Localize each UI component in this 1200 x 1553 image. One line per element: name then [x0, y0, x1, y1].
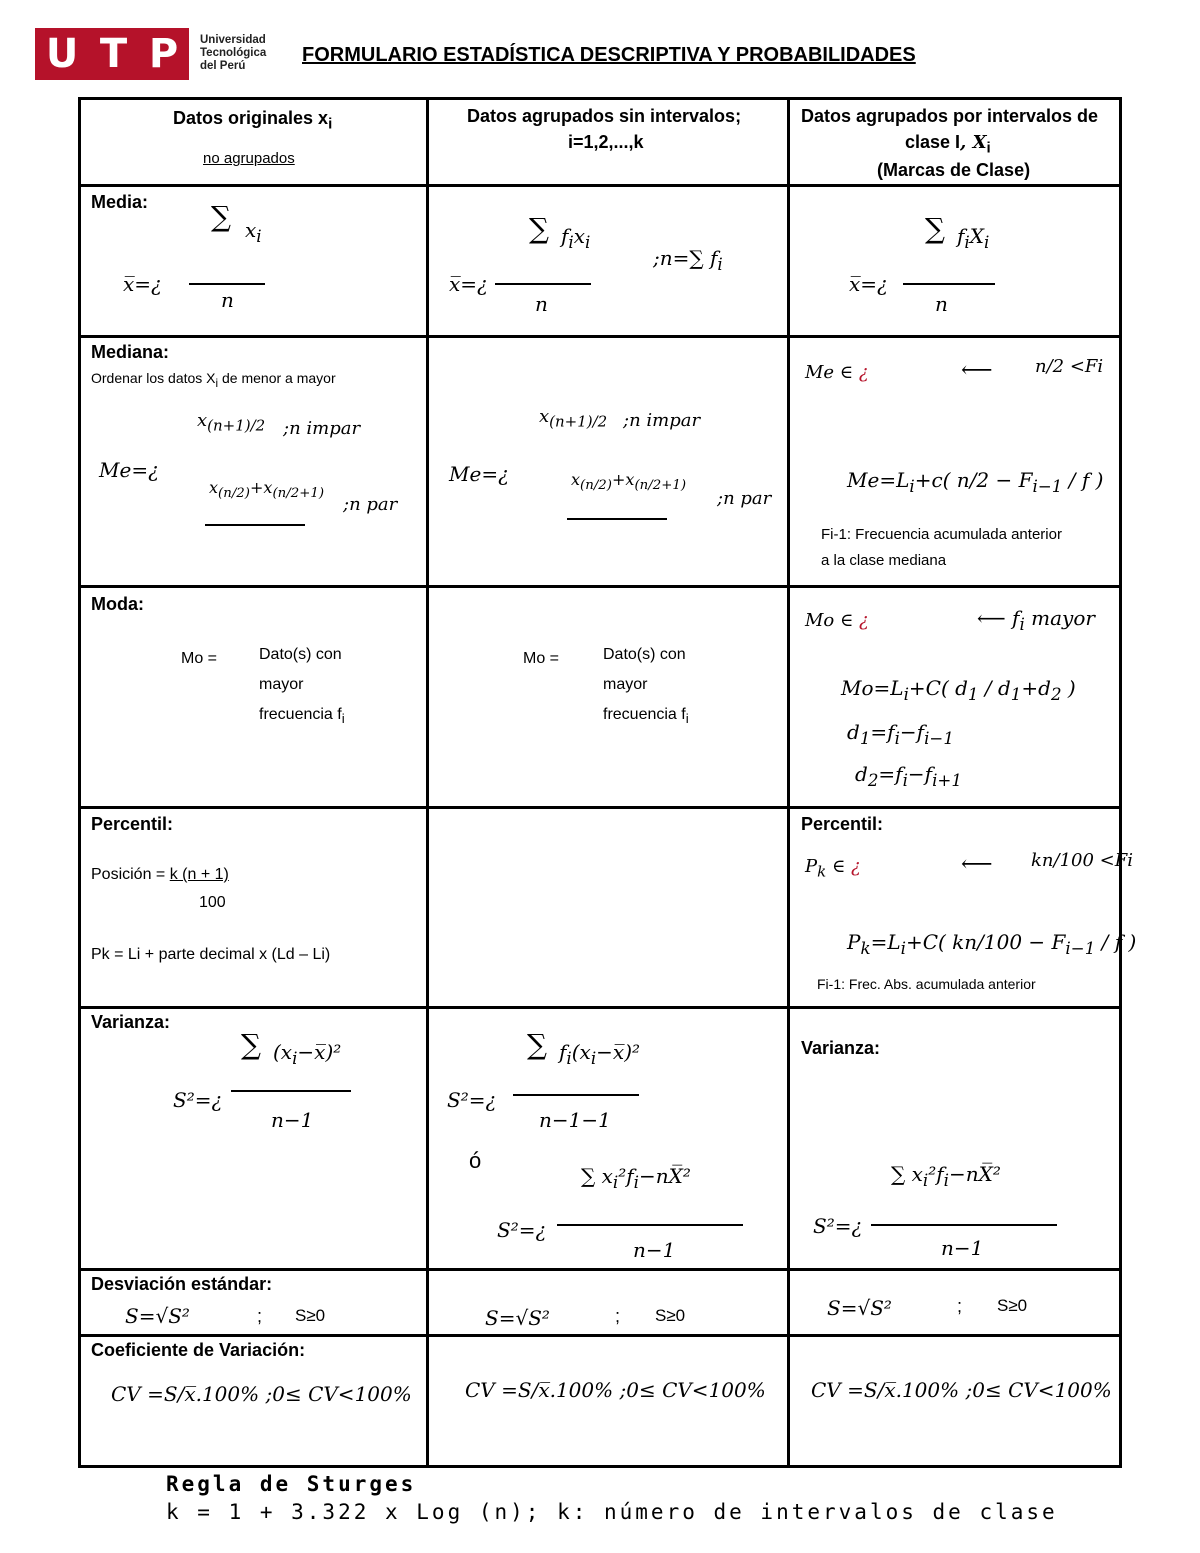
formula-text: $d_2=f_i-f_{i+1}$ — [855, 762, 962, 790]
col3-header-sub: clase I, $X_i$ — [905, 132, 991, 157]
col-divider — [787, 100, 790, 1465]
arrow-left-icon: ⟵ — [961, 852, 993, 877]
formula-text: $f_i(x_i-x̅)^2$ — [559, 1040, 641, 1068]
media-label: Media: — [91, 192, 149, 212]
logo-line: del Perú — [200, 60, 246, 72]
mo-eq: Mo = — [181, 650, 218, 667]
formula-text: $x_{(n/2)}+x_{(n/2+1)}$ — [571, 470, 687, 494]
sum-symbol: ∑ — [925, 212, 945, 245]
formula-text: $x_{(n+1)/2}$ — [539, 406, 608, 431]
sturges-rule: k = 1 + 3.322 x Log (n); k: número de intervalos de clase — [166, 1500, 1058, 1524]
separator: ; — [957, 1296, 963, 1316]
formula-text: n — [221, 288, 234, 312]
s2-symbol: S²=¿ — [813, 1214, 863, 1238]
impar-label: ;n impar — [623, 410, 701, 431]
formula-text: n−1 — [633, 1238, 676, 1262]
row-divider — [81, 184, 1119, 187]
utp-logo — [35, 28, 189, 80]
formula-text: CV =S/x̅.100% ;0≤ CV<100% — [111, 1382, 412, 1406]
formula-text: $P_k=L_i+C$( $kn/100 - F_{i-1} / f$ ) — [847, 930, 1137, 958]
page-title: FORMULARIO ESTADÍSTICA DESCRIPTIVA Y PROBABILIDADES — [302, 44, 916, 66]
or-label: ó — [469, 1148, 482, 1173]
fraction-bar — [231, 1090, 351, 1092]
formula-text: S=√S² — [485, 1306, 550, 1330]
moda-label: Moda: — [91, 594, 144, 614]
par-label: ;n par — [343, 494, 398, 515]
formula-text: S=√S² — [827, 1296, 892, 1320]
pk-formula: Pk = Li + parte decimal x (Ld – Li) — [91, 946, 331, 963]
fi1-note2: a la clase mediana — [821, 552, 947, 569]
logo-subtitle — [200, 34, 266, 73]
logo-line: Universidad — [200, 34, 266, 46]
coef-label: Coeficiente de Variación: — [91, 1340, 306, 1360]
formula-text: $x_{(n+1)/2}$ — [197, 410, 266, 435]
col1-note: no agrupados — [203, 150, 295, 167]
arrow-left-icon: ⟵ — [961, 358, 993, 383]
desviacion-label: Desviación estándar: — [91, 1274, 273, 1294]
formula-text: Me ∈ ¿ — [805, 362, 869, 383]
formula-text: $Me=L_i+c$( $n/2 - F_{i-1} / f$ ) — [847, 468, 1104, 496]
sum-symbol: ∑ — [529, 212, 549, 245]
formula-text: S=√S² — [125, 1304, 190, 1328]
sum-symbol: ∑ — [527, 1028, 547, 1061]
varianza-label: Varianza: — [801, 1038, 881, 1058]
col3-header-note: (Marcas de Clase) — [877, 160, 1031, 180]
formula-text: $d_1=f_i-f_{i-1}$ — [847, 720, 954, 748]
mediana-label: Mediana: — [91, 342, 170, 362]
sturges-title: Regla de Sturges — [166, 1472, 417, 1496]
formula-text: $(x_i-x̅)^2$ — [273, 1040, 342, 1068]
sum-symbol: ∑ — [241, 1028, 261, 1061]
formula-text: ⟵ $f_i$ mayor — [977, 606, 1095, 634]
formula-text: n — [535, 292, 548, 316]
ordenar-note: Ordenar los datos $X_i$ de menor a mayor — [91, 370, 336, 390]
varianza-label: Varianza: — [91, 1012, 171, 1032]
formula-text: n/2 <Fi — [1035, 356, 1104, 377]
row-divider — [81, 1334, 1119, 1337]
fraction-bar — [871, 1224, 1057, 1226]
formula-text: $x_{(n/2)}+x_{(n/2+1)}$ — [209, 478, 325, 502]
formula-table — [78, 97, 1137, 1468]
formula-text: $f_iX_i$ — [957, 224, 990, 252]
fraction-bar — [189, 283, 265, 285]
formula-text: $x_i$ — [245, 218, 262, 246]
fraction-bar — [205, 524, 305, 526]
row-divider — [81, 806, 1119, 809]
formula-text: $P_k$ ∈ ¿ — [805, 856, 861, 881]
formula-text: $Mo=L_i+C$( $d_1 / d_1+d_2$ ) — [841, 676, 1076, 704]
frec-abs-note: Fi-1: Frec. Abs. acumulada anterior — [817, 976, 1036, 992]
formula-text: Mo ∈ ¿ — [805, 610, 869, 631]
mean-symbol: x̅=¿ — [123, 272, 162, 296]
fraction-bar — [903, 283, 995, 285]
sum-symbol: ∑ — [211, 200, 231, 233]
col-divider — [426, 100, 429, 1465]
col3-header: Datos agrupados por intervalos de — [801, 106, 1099, 126]
s2-symbol: S²=¿ — [173, 1088, 223, 1112]
percentil-label: Percentil: — [91, 814, 174, 834]
formula-text: S≥0 — [295, 1306, 326, 1325]
logo-line: Tecnológica — [200, 47, 267, 59]
me-symbol: Me=¿ — [449, 462, 509, 486]
mo-text: Dato(s) con mayor frecuencia $f_i$ — [603, 646, 689, 727]
row-divider — [81, 1268, 1119, 1271]
formula-text: ∑ $x_i^2f_i-nX̅^2$ — [581, 1164, 691, 1192]
formula-text: S≥0 — [655, 1306, 686, 1325]
formula-text: CV =S/x̅.100% ;0≤ CV<100% — [465, 1378, 766, 1402]
row-divider — [81, 1006, 1119, 1009]
posicion: Posición = k (n + 1) — [91, 866, 229, 883]
formula-text: n−1 — [941, 1236, 984, 1260]
impar-label: ;n impar — [283, 418, 361, 439]
col2-header: Datos agrupados sin intervalos; — [467, 106, 742, 126]
row-divider — [81, 585, 1119, 588]
me-symbol: Me=¿ — [99, 458, 159, 482]
mo-eq: Mo = — [523, 650, 560, 667]
formula-text: n — [935, 292, 948, 316]
col1-header: Datos originales $x_i$ — [173, 108, 333, 133]
separator: ; — [615, 1306, 621, 1326]
fraction-bar — [567, 518, 667, 520]
logo-letter-t: T — [99, 31, 128, 77]
par-label: ;n par — [717, 488, 772, 509]
formula-text: ;n=∑ $f_i$ — [653, 246, 723, 274]
logo-letter-u: U — [45, 31, 79, 77]
pos-den: 100 — [199, 894, 226, 911]
formula-text: ∑ $x_i^2f_i-nX̅^2$ — [891, 1162, 1001, 1190]
mean-symbol: x̅=¿ — [449, 272, 488, 296]
formula-text: n−1−1 — [539, 1108, 611, 1132]
percentil-label: Percentil: — [801, 814, 884, 834]
separator: ; — [257, 1306, 263, 1326]
s2-symbol: S²=¿ — [497, 1218, 547, 1242]
formula-text: S≥0 — [997, 1296, 1028, 1315]
mo-text: Dato(s) con mayor frecuencia $f_i$ — [259, 646, 345, 727]
fraction-bar — [557, 1224, 743, 1226]
formula-text: n−1 — [271, 1108, 314, 1132]
formula-text: $f_ix_i$ — [561, 224, 591, 252]
formula-text: CV =S/x̅.100% ;0≤ CV<100% — [811, 1378, 1112, 1402]
s2-symbol: S²=¿ — [447, 1088, 497, 1112]
fraction-bar — [513, 1094, 639, 1096]
row-divider — [81, 335, 1119, 338]
fi1-note: Fi-1: Frecuencia acumulada anterior — [821, 526, 1062, 543]
col2-header-sub: i=1,2,...,k — [568, 132, 644, 152]
logo-letter-p: P — [148, 31, 179, 77]
fraction-bar — [495, 283, 591, 285]
formula-text: kn/100 <Fi — [1031, 850, 1133, 871]
mean-symbol: x̅=¿ — [849, 272, 888, 296]
